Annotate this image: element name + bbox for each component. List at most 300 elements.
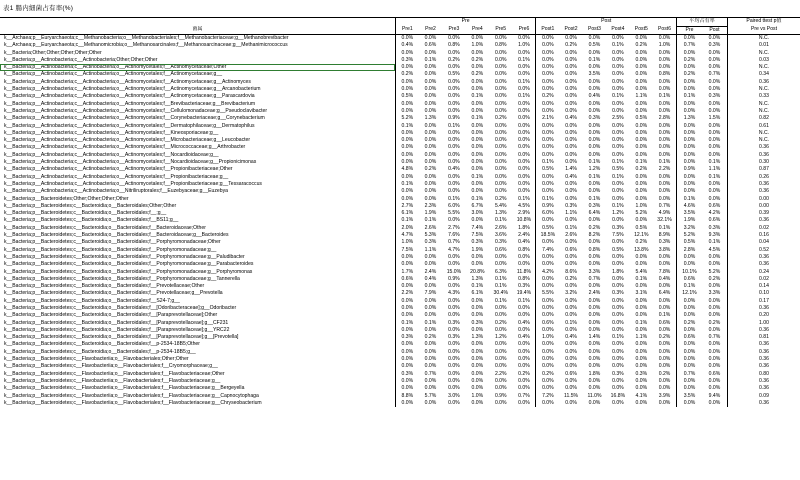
cell-post4[interactable]: 0.0% [612, 239, 624, 246]
cell-pre1[interactable]: 0.0% [395, 79, 418, 86]
cell-pre3[interactable]: 0.0% [448, 35, 460, 41]
cell-pre2[interactable]: 0.0% [424, 159, 437, 166]
cell-pre4[interactable]: 0.0% [471, 100, 484, 107]
cell-pre2[interactable]: 0.0% [424, 195, 437, 202]
cell-post4[interactable]: 0.0% [612, 188, 624, 195]
cell-post2[interactable]: 0.0% [565, 341, 577, 348]
cell-post5[interactable]: 0.0% [635, 107, 648, 114]
cell-pre-vs-post[interactable]: N.C. [727, 101, 800, 108]
cell-pre2[interactable]: 5.7% [424, 392, 437, 399]
cell-pre5[interactable]: 0.0% [494, 78, 507, 85]
cell-post4[interactable]: 0.0% [612, 122, 624, 129]
cell-pre-vs-post[interactable]: N.C. [727, 86, 800, 93]
cell-pre1[interactable]: 1.7% [395, 269, 418, 276]
cell-post2[interactable]: 0.1% [565, 224, 577, 231]
cell-pre5[interactable]: 0.0% [494, 399, 507, 406]
cell-pre2[interactable]: 0.0% [424, 385, 437, 392]
cell-pre3[interactable]: 0.9% [448, 115, 460, 122]
row-taxon-name[interactable]: k__Bacteria;p__Bacteroidetes;c__Bacteroidia;o__Bacteroidales;f__;g__ [4, 210, 167, 217]
table-row[interactable] [0, 42, 800, 49]
row-taxon-name[interactable]: k__Bacteria;p__Bacteroidetes;c__Bacteroidia;o__Bacteroidales;f__[Paraprevotellaceae];g__[Prevotella] [4, 334, 239, 341]
cell-pre-vs-post[interactable]: 0.16 [727, 232, 800, 239]
table-row[interactable] [0, 181, 800, 188]
table-row[interactable] [0, 239, 800, 246]
cell-post[interactable]: 0.0% [708, 399, 721, 406]
cell-post[interactable]: 0.6% [708, 217, 721, 224]
cell-pre-vs-post[interactable]: 0.36 [727, 341, 800, 348]
cell-post1[interactable]: 0.0% [536, 349, 559, 356]
cell-post5[interactable]: 0.0% [635, 35, 648, 41]
cell-pre2[interactable]: 0.0% [424, 283, 437, 290]
cell-pre2[interactable]: 0.0% [424, 304, 437, 311]
row-taxon-name[interactable]: k__Bacteria;p__Bacteroidetes;Other;Other;Other;Other [4, 195, 129, 202]
cell-post1[interactable]: 0.0% [536, 130, 559, 137]
cell-pre1[interactable]: 0.0% [395, 312, 418, 319]
cell-post6[interactable]: 6.4% [658, 290, 671, 297]
cell-pre4[interactable]: 0.0% [471, 166, 484, 173]
row-taxon-name[interactable]: k__Bacteria;p__Bacteroidetes;c__Bacteroidia;o__Bacteroidales;f__[Paraprevotellaceae];g__YRC22 [4, 326, 230, 333]
cell-pre3[interactable]: 0.1% [448, 122, 460, 129]
cell-pre3[interactable]: 0.0% [448, 341, 460, 348]
cell-pre3[interactable]: 0.0% [448, 49, 460, 56]
cell-post6[interactable]: 0.0% [658, 64, 671, 71]
cell-post1[interactable]: 0.0% [536, 217, 559, 224]
cell-post[interactable]: 0.0% [708, 100, 721, 107]
cell-post5[interactable]: 0.1% [635, 159, 648, 166]
cell-post3[interactable]: 0.0% [588, 49, 601, 56]
cell-post5[interactable]: 0.0% [635, 297, 648, 304]
row-taxon-name[interactable]: k__Bacteria;p__Bacteroidetes;c__Flavobacteriia;o__Flavobacteriales;Other;Other [4, 356, 189, 363]
cell-post4[interactable]: 0.3% [612, 290, 624, 297]
cell-pre3[interactable]: 6.0% [448, 202, 460, 209]
cell-post6[interactable]: 0.0% [658, 399, 671, 406]
table-row[interactable] [0, 283, 800, 290]
cell-pre6[interactable]: 19.4% [516, 290, 532, 297]
cell-pre-vs-post[interactable]: 0.52 [727, 247, 800, 254]
cell-pre[interactable]: 0.0% [677, 356, 702, 363]
cell-post4[interactable]: 0.0% [612, 180, 624, 187]
cell-post3[interactable]: 1.4% [588, 334, 601, 341]
cell-pre6[interactable]: 0.0% [518, 261, 530, 268]
cell-pre6[interactable]: 0.7% [518, 392, 530, 399]
cell-post5[interactable]: 5.4% [635, 268, 648, 275]
cell-post5[interactable]: 0.0% [635, 78, 648, 85]
cell-pre-vs-post[interactable]: 0.81 [727, 334, 800, 341]
cell-post2[interactable]: 0.0% [565, 356, 577, 363]
cell-pre3[interactable]: 0.9% [448, 275, 460, 282]
cell-pre4[interactable]: 0.3% [471, 239, 484, 246]
cell-pre3[interactable]: 0.3% [448, 334, 460, 341]
cell-post2[interactable]: 0.2% [565, 42, 577, 49]
cell-post[interactable]: 0.3% [708, 42, 721, 49]
cell-post[interactable]: 3.3% [708, 290, 721, 297]
cell-pre3[interactable]: 0.0% [448, 297, 460, 304]
cell-pre6[interactable]: 0.0% [518, 35, 530, 41]
cell-pre4[interactable]: 0.1% [471, 115, 484, 122]
cell-post6[interactable]: 0.0% [658, 86, 671, 93]
cell-pre6[interactable]: 0.1% [518, 195, 530, 202]
cell-pre2[interactable]: 0.0% [424, 173, 437, 180]
cell-pre2[interactable]: 1.9% [424, 210, 437, 217]
cell-pre6[interactable]: 0.0% [518, 348, 530, 355]
table-row[interactable] [0, 144, 800, 151]
cell-pre-vs-post[interactable]: 0.36 [727, 378, 800, 385]
cell-post2[interactable]: 0.0% [565, 64, 577, 71]
cell-pre5[interactable]: 6.3% [494, 268, 507, 275]
cell-pre5[interactable]: 0.0% [494, 261, 507, 268]
cell-post5[interactable]: 13.8% [634, 246, 649, 253]
cell-post6[interactable]: 0.0% [658, 129, 671, 136]
cell-post6[interactable]: 0.0% [658, 56, 671, 63]
cell-pre4[interactable]: 0.0% [471, 49, 484, 56]
cell-post3[interactable]: 11.0% [587, 392, 602, 399]
cell-pre[interactable]: 0.6% [677, 276, 702, 283]
cell-pre-vs-post[interactable]: 0.10 [727, 290, 800, 297]
cell-pre2[interactable]: 0.0% [424, 151, 437, 158]
row-taxon-name[interactable]: k__Bacteria;p__Actinobacteria;c__Actinobacteria;o__Actinomycetales;f__Propionibacteriaceae;Other [4, 166, 233, 173]
table-row[interactable] [0, 71, 800, 78]
cell-post[interactable]: 0.6% [708, 370, 721, 377]
table-row[interactable] [0, 210, 800, 217]
table-row[interactable] [0, 196, 800, 203]
cell-pre[interactable]: 0.0% [677, 159, 702, 166]
cell-post6[interactable]: 0.0% [658, 377, 671, 384]
cell-post1[interactable]: 0.0% [536, 64, 559, 71]
cell-pre4[interactable]: 0.0% [471, 86, 484, 93]
cell-pre3[interactable]: 0.0% [448, 399, 460, 406]
cell-pre3[interactable]: 0.0% [448, 326, 460, 333]
cell-pre2[interactable]: 0.0% [424, 188, 437, 195]
cell-pre3[interactable]: 0.0% [448, 356, 460, 363]
row-taxon-name[interactable]: k__Bacteria;p__Actinobacteria;c__Actinobacteria;o__Nitriliruptorales;f__Euzebyaceae;g__Euzebya [4, 188, 228, 195]
cell-post3[interactable]: 0.0% [588, 283, 601, 290]
cell-pre1[interactable]: 0.6% [395, 276, 418, 283]
table-row[interactable] [0, 341, 800, 348]
cell-post2[interactable]: 0.0% [565, 304, 577, 311]
cell-post[interactable]: 0.0% [708, 326, 721, 333]
cell-pre5[interactable]: 0.6% [494, 246, 507, 253]
cell-pre3[interactable]: 5.5% [448, 210, 460, 217]
cell-pre4[interactable]: 0.0% [471, 253, 484, 260]
cell-post1[interactable]: 0.1% [536, 159, 559, 166]
cell-pre1[interactable]: 0.0% [395, 130, 418, 137]
cell-post[interactable]: 0.0% [708, 363, 721, 370]
cell-pre[interactable]: 0.0% [677, 363, 702, 370]
cell-pre6[interactable]: 0.0% [518, 144, 530, 151]
cell-pre1[interactable]: 0.3% [395, 334, 418, 341]
cell-post1[interactable]: 0.0% [536, 35, 559, 43]
cell-post4[interactable]: 0.0% [612, 49, 624, 56]
cell-pre1[interactable]: 0.0% [395, 341, 418, 348]
cell-pre1[interactable]: 0.0% [395, 363, 418, 370]
cell-pre1[interactable]: 0.4% [395, 42, 418, 49]
table-row[interactable] [0, 247, 800, 254]
cell-pre4[interactable]: 3.0% [471, 210, 484, 217]
cell-pre3[interactable]: 0.0% [448, 173, 460, 180]
cell-post4[interactable]: 0.0% [612, 312, 624, 319]
cell-post1[interactable]: 0.0% [536, 327, 559, 334]
cell-post1[interactable]: 0.0% [536, 144, 559, 151]
cell-post1[interactable]: 7.2% [536, 393, 559, 400]
cell-post3[interactable]: 0.0% [588, 78, 601, 85]
cell-pre[interactable]: 0.0% [677, 86, 702, 93]
cell-pre2[interactable]: 0.0% [424, 137, 437, 144]
cell-pre1[interactable]: 8.8% [395, 393, 418, 400]
cell-pre[interactable]: 0.0% [677, 312, 702, 319]
cell-post1[interactable]: 4.2% [536, 269, 559, 276]
cell-pre1[interactable]: 0.0% [395, 305, 418, 312]
cell-pre5[interactable]: 0.1% [494, 297, 507, 304]
row-taxon-name[interactable]: k__Bacteria;p__Bacteroidetes;c__Bacteroidia;o__Bacteroidales;f__Porphyromonadaceae;g__Parabacteroides [4, 261, 254, 268]
cell-pre5[interactable]: 0.1% [494, 217, 507, 224]
table-row[interactable] [0, 166, 800, 173]
table-row[interactable] [0, 123, 800, 130]
cell-pre-vs-post[interactable]: 0.24 [727, 269, 800, 276]
cell-pre3[interactable]: 0.0% [448, 261, 460, 268]
cell-pre2[interactable]: 0.0% [424, 326, 437, 333]
cell-pre2[interactable]: 0.0% [424, 356, 437, 363]
cell-post1[interactable]: 5.5% [536, 290, 559, 297]
cell-post6[interactable]: 0.0% [658, 180, 671, 187]
cell-pre[interactable]: 0.0% [677, 378, 702, 385]
row-taxon-name[interactable]: k__Bacteria;p__Actinobacteria;c__Actinobacteria;o__Actinomycetales;f__Microbacteriaceae;g__Leucobacter [4, 137, 251, 144]
cell-post1[interactable]: 0.0% [536, 312, 559, 319]
table-row[interactable] [0, 152, 800, 159]
row-taxon-name[interactable]: k__Bacteria;p__Bacteroidetes;c__Bacteroidia;o__Bacteroidales;f__Porphyromonadaceae;g__Tannerella [4, 275, 240, 282]
cell-post5[interactable]: 0.0% [635, 363, 648, 370]
cell-post3[interactable]: 0.1% [588, 195, 601, 202]
table-row[interactable] [0, 312, 800, 319]
cell-pre2[interactable]: 0.0% [424, 100, 437, 107]
cell-post1[interactable]: 0.9% [536, 203, 559, 210]
table-row[interactable] [0, 35, 800, 43]
cell-post1[interactable]: 0.0% [536, 188, 559, 195]
cell-post2[interactable]: 0.0% [565, 93, 577, 100]
cell-pre4[interactable]: 0.0% [471, 297, 484, 304]
table-row[interactable] [0, 217, 800, 224]
cell-post3[interactable]: 0.0% [588, 239, 601, 246]
cell-pre[interactable]: 0.0% [677, 101, 702, 108]
row-taxon-name[interactable]: k__Bacteria;p__Bacteroidetes;c__Bacteroidia;o__Bacteroidales;f__Porphyromonadaceae;g__Paludibacter [4, 253, 245, 260]
cell-pre5[interactable]: 0.0% [494, 363, 507, 370]
cell-post1[interactable]: 0.0% [536, 174, 559, 181]
cell-post5[interactable]: 5.2% [635, 210, 648, 217]
cell-post2[interactable]: 0.0% [565, 261, 577, 268]
cell-pre1[interactable]: 0.3% [395, 371, 418, 378]
cell-post[interactable]: 0.0% [708, 180, 721, 187]
cell-pre[interactable]: 5.2% [677, 232, 702, 239]
cell-post2[interactable]: 8.6% [565, 268, 577, 275]
cell-pre1[interactable]: 2.2% [395, 290, 418, 297]
cell-post2[interactable]: 3.2% [565, 290, 577, 297]
row-taxon-name[interactable]: k__Bacteria;p__Actinobacteria;c__Actinobacteria;o__Actinomycetales;f__Propionibacteriaceae;g__ [4, 173, 229, 180]
cell-pre6[interactable]: 0.0% [518, 49, 530, 56]
cell-pre6[interactable]: 1.8% [518, 224, 530, 231]
cell-post4[interactable]: 0.0% [612, 348, 624, 355]
cell-pre6[interactable]: 0.0% [518, 377, 530, 384]
cell-pre2[interactable]: 0.0% [424, 129, 437, 136]
cell-pre5[interactable]: 0.0% [494, 348, 507, 355]
cell-pre-vs-post[interactable]: N.C. [727, 137, 800, 144]
cell-post3[interactable]: 0.3% [588, 202, 601, 209]
cell-post6[interactable]: 4.9% [658, 210, 671, 217]
cell-post1[interactable]: 7.4% [536, 247, 559, 254]
cell-post6[interactable]: 0.0% [658, 100, 671, 107]
cell-pre-vs-post[interactable]: 0.36 [727, 144, 800, 151]
row-taxon-name[interactable]: k__Archaea;p__Euryarchaeota;c__Methanobacteria;o__Methanobacteriales;f__Methanobacteriaceae;g__Methanobrevibacter [4, 35, 289, 41]
cell-pre3[interactable]: 0.0% [448, 86, 460, 93]
row-taxon-name[interactable]: k__Bacteria;p__Actinobacteria;c__Actinobacteria;o__Actinomycetales;f__Actinomycetaceae;g__Parascardovia [4, 93, 255, 100]
cell-post2[interactable]: 1.4% [565, 166, 577, 173]
cell-pre4[interactable]: 7.4% [471, 224, 484, 231]
table-row[interactable] [0, 86, 800, 93]
cell-post4[interactable]: 16.8% [610, 392, 626, 399]
cell-pre5[interactable]: 0.2% [494, 319, 507, 326]
cell-pre4[interactable]: 0.0% [471, 107, 484, 114]
cell-pre3[interactable]: 0.0% [448, 129, 460, 136]
cell-pre6[interactable]: 0.0% [518, 341, 530, 348]
cell-post4[interactable]: 2.5% [612, 115, 624, 122]
cell-pre5[interactable]: 0.0% [494, 35, 507, 41]
cell-post3[interactable]: 0.0% [588, 217, 601, 224]
cell-pre3[interactable]: 3.0% [448, 392, 460, 399]
cell-pre1[interactable]: 0.0% [395, 35, 418, 43]
cell-post[interactable]: 0.1% [708, 173, 721, 180]
cell-post4[interactable]: 0.0% [612, 283, 624, 290]
cell-post6[interactable]: 0.0% [658, 385, 671, 392]
cell-post1[interactable]: 0.0% [536, 400, 559, 407]
cell-post[interactable]: 0.0% [708, 356, 721, 363]
cell-post6[interactable]: 0.0% [658, 341, 671, 348]
cell-pre2[interactable]: 7.9% [424, 290, 437, 297]
table-row[interactable] [0, 261, 800, 268]
cell-pre-vs-post[interactable]: 0.33 [727, 93, 800, 100]
cell-post1[interactable]: 0.0% [536, 86, 559, 93]
cell-post2[interactable]: 0.0% [565, 35, 577, 41]
cell-post2[interactable]: 0.2% [565, 275, 577, 282]
cell-post3[interactable]: 0.0% [588, 399, 601, 406]
row-taxon-name[interactable]: k__Bacteria;p__Bacteroidetes;c__Flavobacteriia;o__Flavobacteriales;f__Cryomorphaceae;g__ [4, 363, 218, 370]
cell-pre5[interactable]: 0.0% [494, 100, 507, 107]
cell-pre-vs-post[interactable]: N.C. [727, 108, 800, 115]
cell-pre5[interactable]: 0.0% [494, 107, 507, 114]
cell-post[interactable]: 0.0% [708, 188, 721, 195]
cell-post5[interactable]: 1.0% [635, 202, 648, 209]
cell-post2[interactable]: 11.5% [564, 392, 579, 399]
cell-post2[interactable]: 0.0% [565, 348, 577, 355]
cell-pre-vs-post[interactable]: N.C. [727, 64, 800, 71]
cell-pre1[interactable]: 0.0% [395, 261, 418, 268]
cell-post3[interactable]: 0.0% [588, 137, 601, 144]
cell-pre3[interactable]: 0.0% [448, 180, 460, 187]
cell-pre4[interactable]: 0.0% [471, 312, 484, 319]
cell-post5[interactable]: 0.0% [635, 64, 648, 71]
cell-pre[interactable]: 0.0% [677, 327, 702, 334]
cell-post4[interactable]: 0.0% [612, 261, 624, 268]
cell-post6[interactable]: 0.2% [658, 370, 671, 377]
cell-pre1[interactable]: 0.1% [395, 217, 418, 224]
cell-post5[interactable]: 0.0% [635, 195, 648, 202]
cell-post5[interactable]: 0.0% [635, 348, 648, 355]
row-taxon-name[interactable]: k__Archaea;p__Euryarchaeota;c__Methanomicrobia;o__Methanosarcinales;f__Methanosarcinaceae;g__Methanimicrococcus [4, 42, 288, 49]
cell-pre[interactable]: 0.0% [677, 254, 702, 261]
cell-pre1[interactable]: 0.0% [395, 283, 418, 290]
cell-post5[interactable]: 0.0% [635, 399, 648, 406]
cell-pre[interactable]: 0.0% [677, 152, 702, 159]
cell-post5[interactable]: 0.1% [635, 275, 648, 282]
cell-post[interactable]: 9.4% [708, 392, 721, 399]
cell-pre6[interactable]: 0.0% [518, 312, 530, 319]
cell-post5[interactable]: 0.1% [635, 319, 648, 326]
cell-post1[interactable]: 0.0% [536, 101, 559, 108]
cell-pre2[interactable]: 0.0% [424, 107, 437, 114]
table-row[interactable] [0, 130, 800, 137]
cell-pre[interactable]: 0.2% [677, 320, 702, 327]
cell-pre1[interactable]: 0.0% [395, 400, 418, 407]
cell-pre[interactable]: 0.0% [677, 298, 702, 305]
cell-post5[interactable]: 0.0% [635, 180, 648, 187]
cell-pre5[interactable]: 0.0% [494, 71, 507, 78]
cell-post1[interactable]: 0.0% [536, 181, 559, 188]
cell-pre4[interactable]: 0.0% [471, 363, 484, 370]
cell-pre[interactable]: 0.0% [677, 261, 702, 268]
cell-post4[interactable]: 0.1% [612, 334, 624, 341]
cell-pre6[interactable]: 0.0% [518, 137, 530, 144]
cell-pre4[interactable]: 0.1% [471, 283, 484, 290]
cell-pre-vs-post[interactable]: 0.02 [727, 276, 800, 283]
cell-post6[interactable]: 0.0% [658, 122, 671, 129]
cell-pre1[interactable]: 0.0% [395, 144, 418, 151]
cell-pre2[interactable]: 0.0% [424, 363, 437, 370]
cell-post2[interactable]: 0.0% [565, 107, 577, 114]
cell-pre3[interactable]: 0.0% [448, 363, 460, 370]
cell-pre5[interactable]: 0.0% [494, 64, 507, 71]
cell-post4[interactable]: 0.0% [612, 144, 624, 151]
cell-pre[interactable]: 0.5% [677, 239, 702, 246]
cell-pre5[interactable]: 2.6% [494, 224, 507, 231]
cell-post1[interactable]: 0.0% [536, 305, 559, 312]
cell-post4[interactable]: 0.0% [612, 253, 624, 260]
cell-pre6[interactable]: 4.5% [518, 202, 530, 209]
cell-post4[interactable]: 0.1% [612, 159, 624, 166]
cell-pre-vs-post[interactable]: N.C. [727, 50, 800, 57]
cell-post6[interactable]: 0.4% [658, 275, 671, 282]
cell-pre4[interactable]: 0.1% [471, 173, 484, 180]
cell-pre3[interactable]: 0.0% [448, 217, 460, 224]
cell-pre-vs-post[interactable]: 0.36 [727, 261, 800, 268]
cell-post2[interactable]: 0.0% [565, 297, 577, 304]
cell-post[interactable]: 0.0% [708, 129, 721, 136]
cell-post[interactable]: 0.2% [708, 275, 721, 282]
cell-pre2[interactable]: 0.0% [424, 35, 437, 41]
cell-pre6[interactable]: 0.0% [518, 115, 530, 122]
cell-post5[interactable]: 0.0% [635, 137, 648, 144]
cell-post5[interactable]: 0.5% [635, 115, 648, 122]
cell-post3[interactable]: 0.0% [588, 64, 601, 71]
cell-pre5[interactable]: 0.0% [494, 377, 507, 384]
cell-post1[interactable]: 0.5% [536, 225, 559, 232]
cell-pre-vs-post[interactable]: 0.36 [727, 327, 800, 334]
cell-pre5[interactable]: 0.0% [494, 86, 507, 93]
cell-post1[interactable]: 0.0% [536, 378, 559, 385]
cell-post2[interactable]: 0.1% [565, 319, 577, 326]
cell-post4[interactable]: 0.0% [612, 56, 624, 63]
cell-pre1[interactable]: 0.0% [395, 327, 418, 334]
cell-pre-vs-post[interactable]: 0.80 [727, 371, 800, 378]
cell-pre-vs-post[interactable]: 1.00 [727, 320, 800, 327]
cell-post4[interactable]: 0.0% [612, 195, 624, 202]
cell-post3[interactable]: 0.0% [588, 35, 601, 41]
